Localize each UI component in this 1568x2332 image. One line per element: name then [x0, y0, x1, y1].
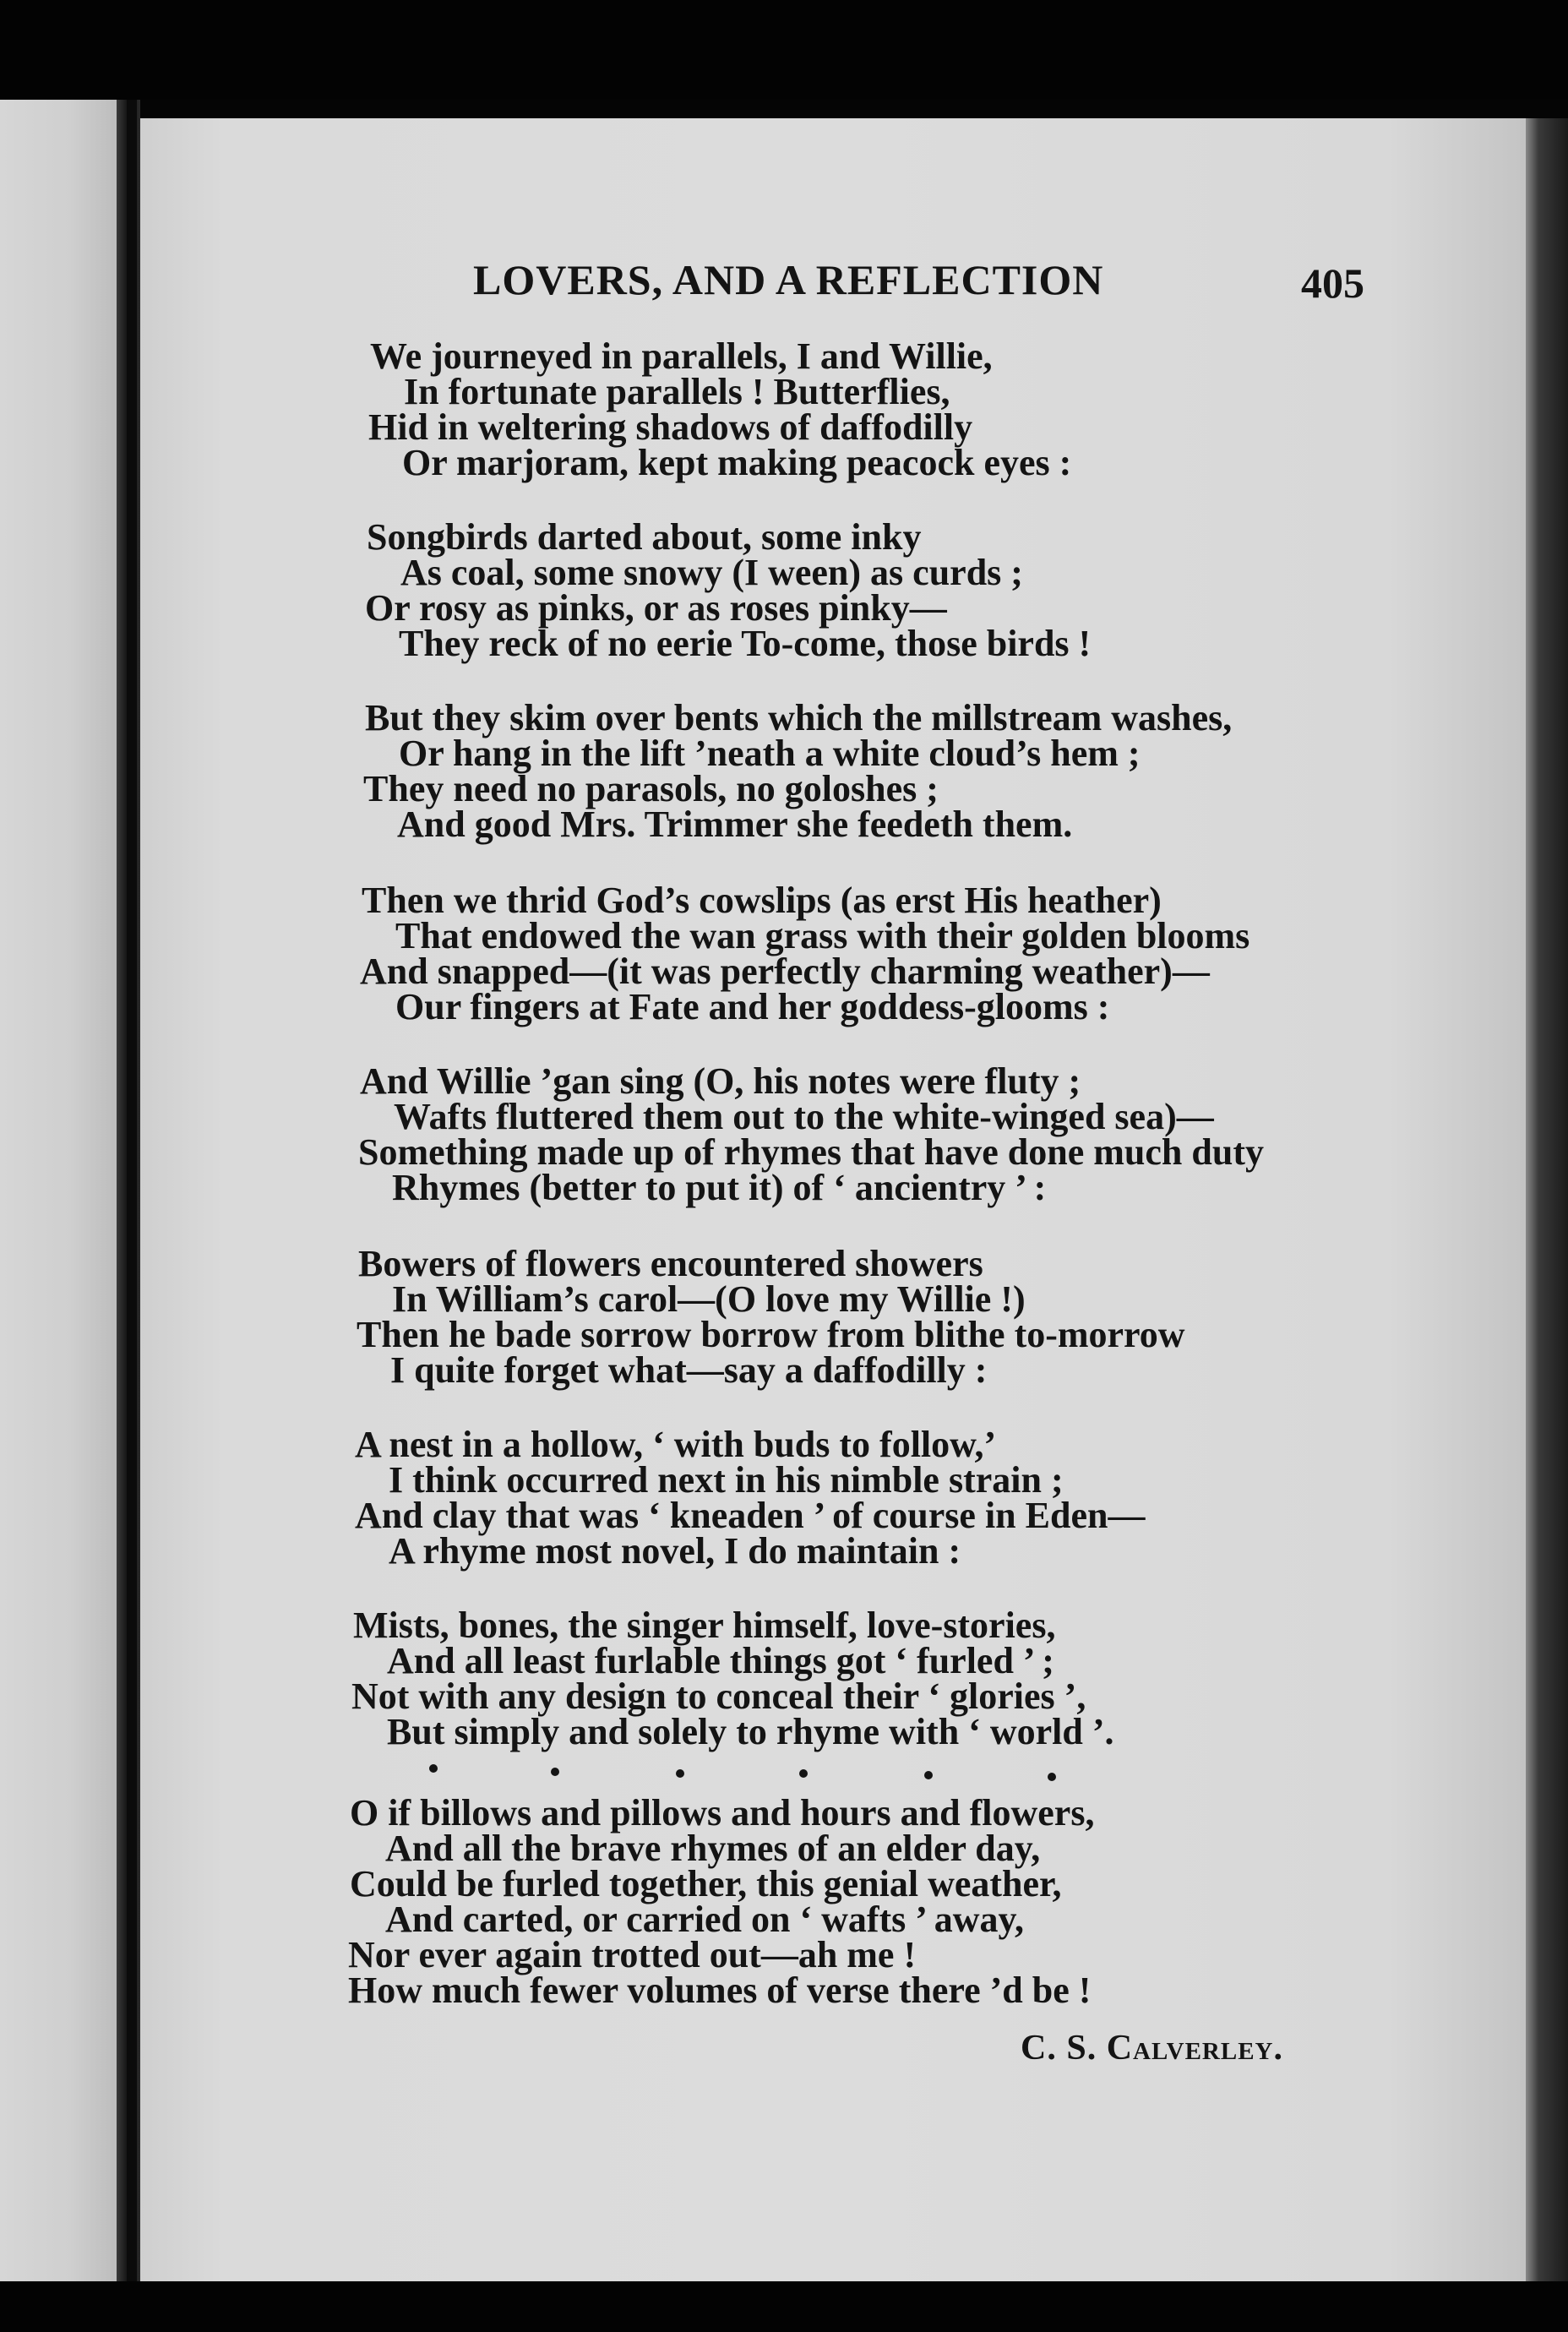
poem-line: How much fewer volumes of verse there ’d be ! — [348, 1970, 1092, 2011]
poem-line: Then he bade sorrow borrow from blithe to-morrow — [357, 1314, 1185, 1355]
poem-line: Our fingers at Fate and her goddess-glooms : — [395, 986, 1110, 1027]
poem-line: That endowed the wan grass with their golden blooms — [395, 915, 1250, 956]
poem-line: A rhyme most novel, I do maintain : — [389, 1530, 961, 1572]
poem-line: Hid in weltering shadows of daffodilly — [368, 406, 973, 448]
ellipsis-dot — [429, 1764, 438, 1773]
poem-line: Not with any design to conceal their ‘ glories ’, — [351, 1675, 1086, 1717]
poem-line: I quite forget what—say a daffodilly : — [390, 1349, 988, 1391]
poem-line: And carted, or carried on ‘ wafts ’ away, — [385, 1899, 1025, 1940]
poem-line: But they skim over bents which the millstream washes, — [365, 697, 1233, 738]
gutter-shadow — [127, 100, 137, 2281]
ellipsis-dot — [924, 1771, 933, 1779]
poem-line: Bowers of flowers encountered showers — [358, 1243, 983, 1284]
poem-line: Something made up of rhymes that have done much duty — [358, 1131, 1264, 1173]
poem-line: Songbirds darted about, some inky — [367, 516, 922, 558]
poem-line: In William’s carol—(O love my Willie !) — [392, 1278, 1026, 1320]
poem-line: We journeyed in parallels, I and Willie, — [370, 335, 993, 377]
poem-line: Nor ever again trotted out—ah me ! — [348, 1934, 917, 1975]
poem-line: And snapped—(it was perfectly charming weather)— — [360, 951, 1210, 992]
poem-line: Could be furled together, this genial weather, — [350, 1863, 1062, 1904]
attribution: C. S. Calverley. — [1021, 2029, 1284, 2068]
poem-line: Then we thrid God’s cowslips (as erst His heather) — [362, 880, 1162, 921]
scan-border-top — [0, 0, 1568, 100]
poem-line: A nest in a hollow, ‘ with buds to follow,’ — [355, 1424, 997, 1465]
poem-line: Or hang in the lift ’neath a white cloud’s hem ; — [399, 733, 1141, 774]
poem-line: Rhymes (better to put it) of ‘ ancientry ’ : — [392, 1167, 1047, 1208]
poem-line: And all least furlable things got ‘ furled ’ ; — [387, 1640, 1054, 1681]
poem-line: Wafts fluttered them out to the white-winged sea)— — [394, 1096, 1214, 1137]
page-edge-right — [1526, 118, 1568, 2281]
facing-page-edge — [0, 100, 117, 2281]
running-head: LOVERS, AND A REFLECTION — [473, 256, 1104, 303]
poem-line: They reck of no eerie To-come, those birds ! — [399, 623, 1092, 664]
poem-line: Mists, bones, the singer himself, love-stories, — [353, 1605, 1056, 1646]
poem-line: As coal, some snowy (I ween) as curds ; — [400, 552, 1023, 593]
poem-line: Or marjoram, kept making peacock eyes : — [402, 442, 1072, 483]
poem-line: Or rosy as pinks, or as roses pinky— — [365, 587, 947, 629]
poem-line: O if billows and pillows and hours and flowers, — [350, 1792, 1095, 1833]
ellipsis-dot — [551, 1768, 559, 1776]
poem-line: And all the brave rhymes of an elder day, — [385, 1828, 1041, 1869]
poem-line: And good Mrs. Trimmer she feedeth them. — [397, 804, 1073, 845]
ellipsis-dot — [799, 1769, 808, 1778]
scan-border-bottom — [0, 2281, 1568, 2332]
poem-line: In fortunate parallels ! Butterflies, — [404, 371, 950, 412]
page-number: 405 — [1301, 259, 1364, 307]
ellipsis-dot — [676, 1769, 684, 1778]
poem-line: But simply and solely to rhyme with ‘ world ’. — [387, 1711, 1114, 1752]
poem-line: I think occurred next in his nimble strain ; — [389, 1459, 1064, 1501]
poem-line: And Willie ’gan sing (O, his notes were fluty ; — [360, 1060, 1081, 1102]
poem-line: They need no parasols, no goloshes ; — [363, 768, 939, 809]
ellipsis-dot — [1048, 1773, 1056, 1781]
poem-line: And clay that was ‘ kneaden ’ of course in Eden— — [355, 1495, 1146, 1536]
